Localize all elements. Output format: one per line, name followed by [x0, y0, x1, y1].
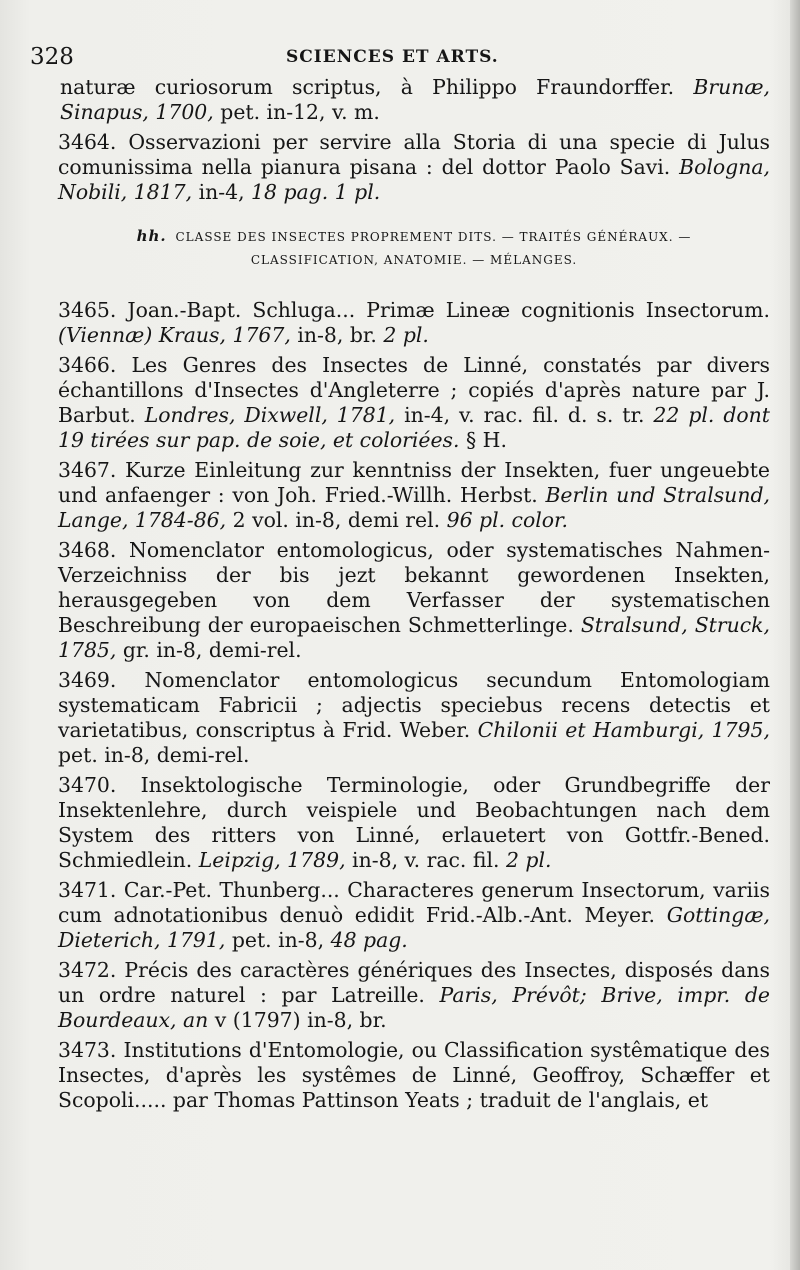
entry-text: pet. in-8, demi-rel.	[58, 743, 250, 767]
entry-list	[58, 298, 770, 1113]
entry-imprint: (Viennæ) Kraus, 1767,	[58, 323, 298, 347]
entry-number: 3468.	[58, 538, 130, 562]
entry-text: Osservazioni per servire alla Storia di una specie di Julus comunissima nella pianura pisana : del dottor Paolo Savi.	[58, 130, 770, 179]
entry-imprint: 96 pl. color.	[446, 508, 569, 532]
page-edge	[790, 0, 800, 1270]
catalog-content	[58, 75, 770, 1118]
entry-text: Joan.-Bapt. Schluga... Primæ Lineæ cognitionis Insectorum.	[127, 298, 770, 322]
section-marker: hh.	[136, 227, 167, 245]
entry-imprint: Leipzig, 1789,	[198, 848, 353, 872]
entry-text: pet. in-8,	[231, 928, 331, 952]
catalog-entry	[58, 458, 770, 533]
entry-text: Insektologische Terminologie, oder Grundbegriffe der Insektenlehre, durch veispiele und Beobachtungen nach dem System des ritters von Linné, erlauetert von Gottfr.-Bened. Schmiedlein.	[58, 773, 770, 872]
entry-imprint: Paris, Prévôt; Brive, impr. de Bourdeaux, an	[58, 983, 770, 1032]
entry-text: § H.	[465, 428, 507, 452]
entry-imprint: Chilonii et Hamburgi, 1795,	[477, 718, 770, 742]
section-line-2: CLASSIFICATION, ANATOMIE. — MÉLANGES.	[250, 253, 578, 267]
catalog-entry	[58, 878, 770, 953]
page-header	[30, 44, 770, 74]
continued-entry: naturæ curiosorum scriptus, à Philippo Fraundorffer. Brunæ, Sinapus, 1700, pet. in-12, v. m.	[60, 75, 770, 124]
entry-text: in-4,	[198, 180, 252, 204]
entry-imprint: Stralsund, Struck, 1785,	[58, 613, 770, 662]
catalog-entry	[58, 668, 770, 768]
entry-imprint: Londres, Dixwell, 1781,	[144, 403, 405, 427]
catalog-entry	[58, 958, 770, 1033]
entry-imprint: 48 pag.	[330, 928, 408, 952]
entry-text: Kurze Einleitung zur kenntniss der Insekten, fuer ungeuebte und anfaenger : von Joh. Fried.-Willh. Herbst.	[58, 458, 770, 507]
section-line-1: CLASSE DES INSECTES PROPREMENT DITS. — TRAITÉS GÉNÉRAUX. —	[175, 230, 692, 244]
entry-text: in-4, v. rac. fil. d. s. tr.	[404, 403, 654, 427]
entry-number: 3469.	[58, 668, 145, 692]
page-number: 328	[30, 44, 74, 70]
catalog-entry	[58, 773, 770, 873]
entry-list-top	[58, 130, 770, 205]
entry-imprint: Gottingæ, Dieterich, 1791,	[58, 903, 770, 952]
entry-imprint: 18 pag. 1 pl.	[251, 180, 381, 204]
entry-text: v (1797) in-8, br.	[214, 1008, 387, 1032]
entry-number: 3471.	[58, 878, 124, 902]
entry-text: Institutions d'Entomologie, ou Classification systêmatique des Insectes, d'après les systêmes de Linné, Geoffroy, Schæffer et Scopoli..... par Thomas Pattinson Yeats ; traduit de l'anglais, et	[58, 1038, 770, 1112]
entry-number: 3467.	[58, 458, 126, 482]
entry-number: 3465.	[58, 298, 128, 322]
catalog-entry	[58, 353, 770, 453]
entry-imprint: Berlin und Stralsund, Lange, 1784-86,	[58, 483, 770, 532]
running-title: SCIENCES ET ARTS.	[286, 47, 499, 67]
catalog-entry	[58, 538, 770, 663]
entry-text: Les Genres des Insectes de Linné, constatés par divers échantillons d'Insectes d'Angleterre ; copiés d'après nature par J. Barbut.	[58, 353, 770, 427]
entry-number: 3470.	[58, 773, 141, 797]
entry-text: Précis des caractères génériques des Insectes, disposés dans un ordre naturel : par Latreille.	[58, 958, 770, 1007]
entry-text: 2 vol. in-8, demi rel.	[232, 508, 447, 532]
catalog-entry	[58, 130, 770, 205]
entry-number: 3464.	[58, 130, 129, 154]
entry-imprint: 22 pl. dont 19 tirées sur pap. de soie, et coloriées.	[58, 403, 770, 452]
entry-imprint: 2 pl.	[383, 323, 429, 347]
entry-text: in-8, v. rac. fil.	[352, 848, 506, 872]
section-heading	[34, 225, 794, 272]
catalog-entry	[58, 1038, 770, 1113]
entry-number: 3472.	[58, 958, 125, 982]
entry-number: 3473.	[58, 1038, 124, 1062]
entry-text: gr. in-8, demi-rel.	[122, 638, 302, 662]
entry-text: Car.-Pet. Thunberg... Characteres generum Insectorum, variis cum adnotationibus denuò edidit Frid.-Alb.-Ant. Meyer.	[58, 878, 771, 927]
catalog-entry	[58, 298, 770, 348]
entry-text: in-8, br.	[297, 323, 384, 347]
entry-text: Nomenclator entomologicus secundum Entomologiam systematicam Fabricii ; adjectis speciebus recens detectis et varietatibus, conscriptus à Frid. Weber.	[58, 668, 770, 742]
entry-imprint: Bologna, Nobili, 1817,	[58, 155, 770, 204]
entry-imprint: 2 pl.	[505, 848, 552, 872]
entry-number: 3466.	[58, 353, 132, 377]
entry-text: Nomenclator entomologicus, oder systematisches Nahmen-Verzeichniss der bis jezt bekannt gewordenen Insekten, herausgegeben von dem Verfasser der systematischen Beschreibung der europaeischen Schmetterlinge.	[58, 538, 770, 637]
